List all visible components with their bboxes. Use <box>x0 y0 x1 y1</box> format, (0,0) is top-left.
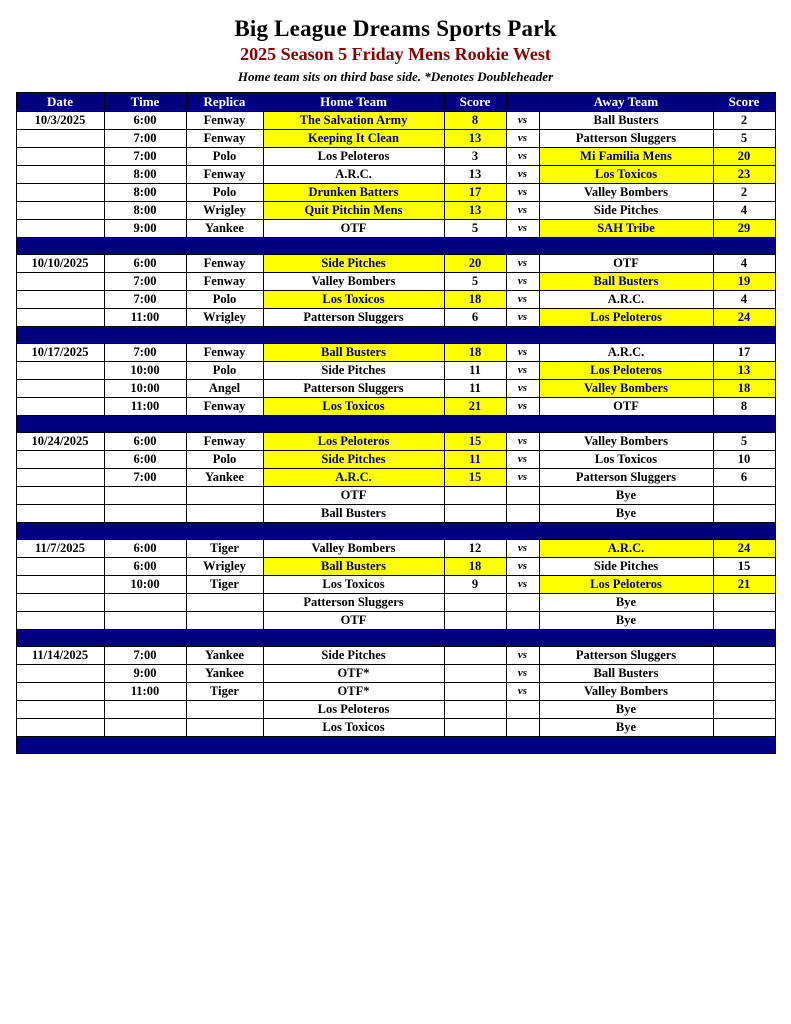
vs-cell: vs <box>506 148 539 166</box>
col-header-home-score: Score <box>444 93 506 112</box>
replica-cell: Fenway <box>186 344 263 362</box>
replica-cell: Angel <box>186 380 263 398</box>
game-row <box>16 558 775 576</box>
replica-cell <box>186 594 263 612</box>
vs-cell: vs <box>506 291 539 309</box>
home-score-cell: 13 <box>444 130 506 148</box>
date-cell <box>16 576 104 594</box>
date-cell <box>16 612 104 630</box>
time-cell <box>104 719 186 737</box>
week-separator-bar <box>16 238 775 255</box>
date-cell <box>16 451 104 469</box>
schedule-table <box>16 92 776 754</box>
replica-cell: Polo <box>186 362 263 380</box>
away-team-cell: Patterson Sluggers <box>539 469 713 487</box>
away-team-cell: OTF <box>539 398 713 416</box>
col-header-replica: Replica <box>186 93 263 112</box>
time-cell: 7:00 <box>104 148 186 166</box>
home-team-cell: Ball Busters <box>263 558 444 576</box>
game-row <box>16 184 775 202</box>
date-cell <box>16 487 104 505</box>
vs-cell: vs <box>506 273 539 291</box>
away-score-cell: 24 <box>713 309 775 327</box>
away-team-cell: Bye <box>539 701 713 719</box>
time-cell: 7:00 <box>104 647 186 665</box>
time-cell: 6:00 <box>104 255 186 273</box>
col-header-vs <box>506 93 539 112</box>
date-cell <box>16 505 104 523</box>
home-team-cell: Drunken Batters <box>263 184 444 202</box>
replica-cell: Wrigley <box>186 309 263 327</box>
game-row <box>16 166 775 184</box>
home-team-cell: A.R.C. <box>263 469 444 487</box>
game-row <box>16 398 775 416</box>
vs-cell: vs <box>506 220 539 238</box>
vs-cell: vs <box>506 184 539 202</box>
home-team-cell: OTF* <box>263 665 444 683</box>
col-header-away-team: Away Team <box>539 93 713 112</box>
home-team-cell: Los Toxicos <box>263 398 444 416</box>
replica-cell: Yankee <box>186 665 263 683</box>
away-score-cell: 6 <box>713 469 775 487</box>
time-cell: 11:00 <box>104 683 186 701</box>
replica-cell <box>186 505 263 523</box>
game-row <box>16 451 775 469</box>
time-cell: 10:00 <box>104 362 186 380</box>
game-row <box>16 647 775 665</box>
away-score-cell: 17 <box>713 344 775 362</box>
game-row <box>16 540 775 558</box>
away-team-cell: Patterson Sluggers <box>539 130 713 148</box>
vs-cell: vs <box>506 451 539 469</box>
time-cell: 6:00 <box>104 112 186 130</box>
time-cell <box>104 612 186 630</box>
home-team-cell: Side Pitches <box>263 362 444 380</box>
away-score-cell: 18 <box>713 380 775 398</box>
away-score-cell <box>713 594 775 612</box>
home-team-cell: Los Toxicos <box>263 719 444 737</box>
home-score-cell <box>444 647 506 665</box>
replica-cell: Polo <box>186 451 263 469</box>
home-team-cell: OTF <box>263 612 444 630</box>
vs-cell: vs <box>506 647 539 665</box>
replica-cell: Fenway <box>186 433 263 451</box>
time-cell: 7:00 <box>104 344 186 362</box>
game-row <box>16 683 775 701</box>
home-team-cell: OTF <box>263 487 444 505</box>
date-cell <box>16 398 104 416</box>
away-team-cell: Bye <box>539 505 713 523</box>
home-team-cell: Side Pitches <box>263 255 444 273</box>
date-cell <box>16 558 104 576</box>
game-row <box>16 309 775 327</box>
away-score-cell <box>713 505 775 523</box>
week-separator-row <box>16 523 775 540</box>
game-row <box>16 701 775 719</box>
home-team-cell: Quit Pitchin Mens <box>263 202 444 220</box>
home-team-cell: Side Pitches <box>263 647 444 665</box>
away-team-cell: Los Toxicos <box>539 166 713 184</box>
vs-cell <box>506 719 539 737</box>
home-team-cell: OTF <box>263 220 444 238</box>
game-row <box>16 719 775 737</box>
date-cell <box>16 166 104 184</box>
away-team-cell: Mi Familia Mens <box>539 148 713 166</box>
replica-cell: Fenway <box>186 130 263 148</box>
date-cell <box>16 291 104 309</box>
home-score-cell: 8 <box>444 112 506 130</box>
time-cell: 11:00 <box>104 309 186 327</box>
game-row <box>16 380 775 398</box>
game-row <box>16 433 775 451</box>
col-header-away-score: Score <box>713 93 775 112</box>
away-score-cell: 8 <box>713 398 775 416</box>
vs-cell <box>506 594 539 612</box>
away-score-cell: 23 <box>713 166 775 184</box>
home-score-cell: 13 <box>444 166 506 184</box>
home-score-cell: 3 <box>444 148 506 166</box>
replica-cell: Fenway <box>186 255 263 273</box>
game-row <box>16 469 775 487</box>
home-score-cell: 12 <box>444 540 506 558</box>
date-cell <box>16 148 104 166</box>
away-score-cell: 4 <box>713 291 775 309</box>
date-cell: 11/7/2025 <box>16 540 104 558</box>
game-row <box>16 148 775 166</box>
replica-cell: Yankee <box>186 647 263 665</box>
away-team-cell: A.R.C. <box>539 291 713 309</box>
vs-cell: vs <box>506 202 539 220</box>
away-team-cell: Los Peloteros <box>539 576 713 594</box>
home-team-cell: Ball Busters <box>263 344 444 362</box>
vs-cell: vs <box>506 362 539 380</box>
home-team-cell: Los Toxicos <box>263 291 444 309</box>
vs-cell: vs <box>506 469 539 487</box>
week-separator-row <box>16 327 775 344</box>
home-score-cell: 15 <box>444 433 506 451</box>
vs-cell: vs <box>506 576 539 594</box>
home-team-cell: OTF* <box>263 683 444 701</box>
date-cell <box>16 469 104 487</box>
date-cell <box>16 362 104 380</box>
home-score-cell: 20 <box>444 255 506 273</box>
time-cell: 7:00 <box>104 291 186 309</box>
week-separator-row <box>16 238 775 255</box>
away-score-cell <box>713 719 775 737</box>
replica-cell: Yankee <box>186 220 263 238</box>
page-subtitle: 2025 Season 5 Friday Mens Rookie West <box>240 44 551 64</box>
home-team-cell: Ball Busters <box>263 505 444 523</box>
vs-cell: vs <box>506 540 539 558</box>
home-score-cell: 18 <box>444 291 506 309</box>
time-cell: 8:00 <box>104 202 186 220</box>
week-separator-bar <box>16 327 775 344</box>
away-team-cell: Bye <box>539 612 713 630</box>
home-team-cell: Los Peloteros <box>263 433 444 451</box>
col-header-time: Time <box>104 93 186 112</box>
game-row <box>16 202 775 220</box>
replica-cell: Wrigley <box>186 202 263 220</box>
away-team-cell: Ball Busters <box>539 112 713 130</box>
home-score-cell <box>444 612 506 630</box>
away-score-cell: 10 <box>713 451 775 469</box>
home-team-cell: Los Peloteros <box>263 148 444 166</box>
vs-cell: vs <box>506 433 539 451</box>
date-cell <box>16 184 104 202</box>
date-cell <box>16 309 104 327</box>
away-score-cell: 5 <box>713 130 775 148</box>
away-score-cell <box>713 612 775 630</box>
away-score-cell: 15 <box>713 558 775 576</box>
home-score-cell: 6 <box>444 309 506 327</box>
vs-cell <box>506 701 539 719</box>
home-score-cell <box>444 665 506 683</box>
away-team-cell: A.R.C. <box>539 540 713 558</box>
schedule-note: Home team sits on third base side. *Denotes Doubleheader <box>237 69 554 84</box>
time-cell: 8:00 <box>104 184 186 202</box>
home-team-cell: A.R.C. <box>263 166 444 184</box>
time-cell: 6:00 <box>104 558 186 576</box>
home-score-cell <box>444 594 506 612</box>
week-separator-row <box>16 416 775 433</box>
away-team-cell: Bye <box>539 487 713 505</box>
away-score-cell <box>713 665 775 683</box>
time-cell: 11:00 <box>104 398 186 416</box>
away-score-cell: 19 <box>713 273 775 291</box>
date-cell: 10/3/2025 <box>16 112 104 130</box>
date-cell: 11/14/2025 <box>16 647 104 665</box>
week-separator-bar <box>16 737 775 754</box>
date-cell: 10/24/2025 <box>16 433 104 451</box>
home-score-cell: 18 <box>444 344 506 362</box>
vs-cell <box>506 505 539 523</box>
away-score-cell <box>713 487 775 505</box>
away-score-cell <box>713 647 775 665</box>
away-team-cell: OTF <box>539 255 713 273</box>
date-cell <box>16 719 104 737</box>
away-team-cell: Side Pitches <box>539 558 713 576</box>
col-header-date: Date <box>16 93 104 112</box>
date-cell <box>16 130 104 148</box>
time-cell: 7:00 <box>104 130 186 148</box>
date-cell <box>16 665 104 683</box>
week-separator-bar <box>16 630 775 647</box>
replica-cell: Wrigley <box>186 558 263 576</box>
away-score-cell: 2 <box>713 184 775 202</box>
away-team-cell: Patterson Sluggers <box>539 647 713 665</box>
home-score-cell: 21 <box>444 398 506 416</box>
time-cell <box>104 505 186 523</box>
week-separator-row <box>16 737 775 754</box>
replica-cell: Polo <box>186 184 263 202</box>
vs-cell: vs <box>506 130 539 148</box>
game-row <box>16 505 775 523</box>
time-cell: 6:00 <box>104 540 186 558</box>
vs-cell: vs <box>506 683 539 701</box>
away-score-cell: 2 <box>713 112 775 130</box>
away-team-cell: Los Peloteros <box>539 309 713 327</box>
home-score-cell: 13 <box>444 202 506 220</box>
home-team-cell: Patterson Sluggers <box>263 594 444 612</box>
home-score-cell <box>444 719 506 737</box>
home-score-cell <box>444 505 506 523</box>
home-score-cell <box>444 487 506 505</box>
home-team-cell: The Salvation Army <box>263 112 444 130</box>
week-separator-bar <box>16 523 775 540</box>
replica-cell: Fenway <box>186 273 263 291</box>
replica-cell <box>186 612 263 630</box>
game-row <box>16 665 775 683</box>
date-cell <box>16 202 104 220</box>
game-row <box>16 220 775 238</box>
home-team-cell: Valley Bombers <box>263 273 444 291</box>
game-row <box>16 344 775 362</box>
page-title: Big League Dreams Sports Park <box>234 16 557 41</box>
time-cell: 9:00 <box>104 665 186 683</box>
away-team-cell: Side Pitches <box>539 202 713 220</box>
replica-cell: Polo <box>186 291 263 309</box>
home-score-cell: 11 <box>444 380 506 398</box>
time-cell: 6:00 <box>104 433 186 451</box>
date-cell: 10/17/2025 <box>16 344 104 362</box>
away-team-cell: Los Toxicos <box>539 451 713 469</box>
home-score-cell: 11 <box>444 362 506 380</box>
time-cell: 6:00 <box>104 451 186 469</box>
vs-cell: vs <box>506 166 539 184</box>
game-row <box>16 291 775 309</box>
replica-cell: Fenway <box>186 166 263 184</box>
game-row <box>16 612 775 630</box>
date-cell <box>16 380 104 398</box>
date-cell <box>16 220 104 238</box>
away-team-cell: Bye <box>539 719 713 737</box>
date-cell: 10/10/2025 <box>16 255 104 273</box>
vs-cell: vs <box>506 112 539 130</box>
vs-cell: vs <box>506 398 539 416</box>
time-cell: 10:00 <box>104 380 186 398</box>
replica-cell <box>186 701 263 719</box>
away-score-cell: 13 <box>713 362 775 380</box>
away-team-cell: Valley Bombers <box>539 433 713 451</box>
home-team-cell: Los Toxicos <box>263 576 444 594</box>
home-team-cell: Patterson Sluggers <box>263 309 444 327</box>
game-row <box>16 576 775 594</box>
date-cell <box>16 273 104 291</box>
replica-cell <box>186 487 263 505</box>
home-team-cell: Keeping It Clean <box>263 130 444 148</box>
vs-cell: vs <box>506 309 539 327</box>
time-cell: 7:00 <box>104 273 186 291</box>
week-separator-row <box>16 630 775 647</box>
replica-cell: Fenway <box>186 112 263 130</box>
time-cell: 7:00 <box>104 469 186 487</box>
home-score-cell <box>444 701 506 719</box>
away-team-cell: Valley Bombers <box>539 380 713 398</box>
time-cell: 8:00 <box>104 166 186 184</box>
game-row <box>16 487 775 505</box>
vs-cell: vs <box>506 255 539 273</box>
away-score-cell: 4 <box>713 202 775 220</box>
home-score-cell: 5 <box>444 273 506 291</box>
date-cell <box>16 594 104 612</box>
home-team-cell: Los Peloteros <box>263 701 444 719</box>
replica-cell <box>186 719 263 737</box>
time-cell <box>104 487 186 505</box>
away-score-cell: 21 <box>713 576 775 594</box>
vs-cell: vs <box>506 344 539 362</box>
away-team-cell: Bye <box>539 594 713 612</box>
away-team-cell: Valley Bombers <box>539 184 713 202</box>
date-cell <box>16 701 104 719</box>
replica-cell: Fenway <box>186 398 263 416</box>
away-team-cell: SAH Tribe <box>539 220 713 238</box>
week-separator-bar <box>16 416 775 433</box>
game-row <box>16 130 775 148</box>
home-team-cell: Patterson Sluggers <box>263 380 444 398</box>
away-team-cell: A.R.C. <box>539 344 713 362</box>
replica-cell: Tiger <box>186 576 263 594</box>
date-cell <box>16 683 104 701</box>
away-score-cell <box>713 683 775 701</box>
away-score-cell: 24 <box>713 540 775 558</box>
away-team-cell: Ball Busters <box>539 273 713 291</box>
away-team-cell: Ball Busters <box>539 665 713 683</box>
away-score-cell: 5 <box>713 433 775 451</box>
game-row <box>16 362 775 380</box>
home-team-cell: Side Pitches <box>263 451 444 469</box>
vs-cell: vs <box>506 665 539 683</box>
replica-cell: Tiger <box>186 683 263 701</box>
away-team-cell: Los Peloteros <box>539 362 713 380</box>
home-score-cell: 11 <box>444 451 506 469</box>
game-row <box>16 255 775 273</box>
home-score-cell: 15 <box>444 469 506 487</box>
away-team-cell: Valley Bombers <box>539 683 713 701</box>
away-score-cell: 4 <box>713 255 775 273</box>
game-row <box>16 594 775 612</box>
game-row <box>16 112 775 130</box>
home-score-cell: 17 <box>444 184 506 202</box>
home-score-cell: 18 <box>444 558 506 576</box>
time-cell: 10:00 <box>104 576 186 594</box>
away-score-cell: 20 <box>713 148 775 166</box>
replica-cell: Polo <box>186 148 263 166</box>
replica-cell: Yankee <box>186 469 263 487</box>
home-score-cell: 9 <box>444 576 506 594</box>
vs-cell <box>506 612 539 630</box>
vs-cell: vs <box>506 380 539 398</box>
time-cell <box>104 701 186 719</box>
away-score-cell: 29 <box>713 220 775 238</box>
replica-cell: Tiger <box>186 540 263 558</box>
vs-cell: vs <box>506 558 539 576</box>
home-score-cell: 5 <box>444 220 506 238</box>
time-cell <box>104 594 186 612</box>
time-cell: 9:00 <box>104 220 186 238</box>
col-header-home-team: Home Team <box>263 93 444 112</box>
away-score-cell <box>713 701 775 719</box>
home-team-cell: Valley Bombers <box>263 540 444 558</box>
game-row <box>16 273 775 291</box>
home-score-cell <box>444 683 506 701</box>
header-row <box>16 93 775 112</box>
vs-cell <box>506 487 539 505</box>
